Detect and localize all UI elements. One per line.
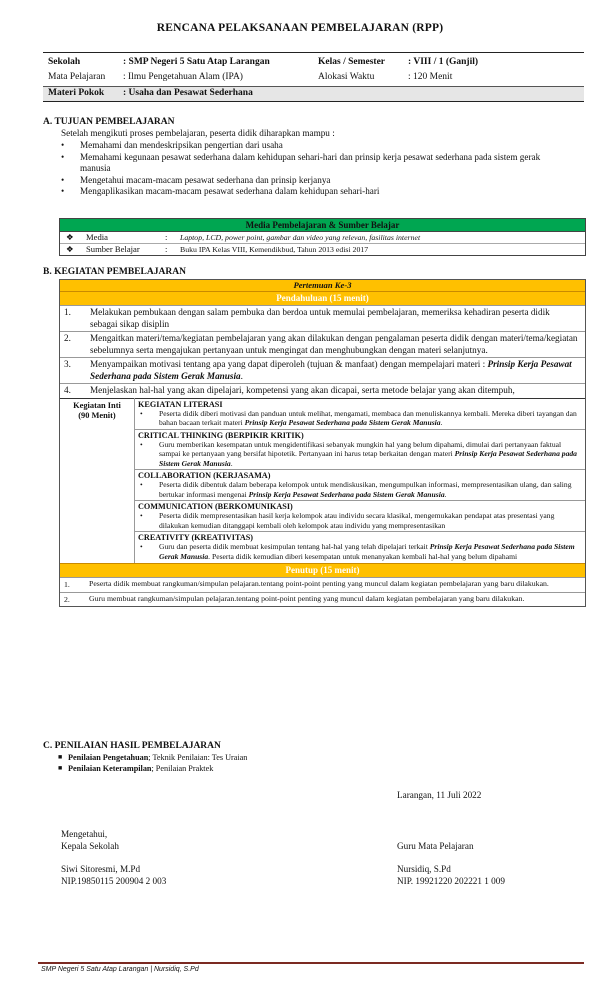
sekolah-label: Sekolah: [48, 57, 81, 67]
item-number: 1.: [64, 580, 70, 589]
creat-post: . Peserta didik kemudian diberi kesempatan untuk menanyakan kembali hal-hal yang belum dipahami: [208, 551, 518, 561]
footer-text: SMP Negeri 5 Satu Atap Larangan | Nursidiq, S.Pd: [41, 966, 199, 973]
sekolah-value: : SMP Negeri 5 Satu Atap Larangan: [123, 57, 270, 67]
guru-nip: NIP. 19921220 202221 1 009: [397, 876, 505, 886]
item-text: [89, 358, 585, 384]
penilaian-pengetahuan-detail: ; Teknik Penilaian: Tes Uraian: [148, 753, 248, 762]
penilaian-list: [58, 752, 248, 774]
creat-title: CREATIVITY (KREATIVITAS): [135, 531, 585, 542]
item-text: Melakukan pembukaan dengan salam pembuka dan berdoa untuk memulai pembelajaran, memeriksa kehadiran peserta didik sebagai sikap disiplin: [90, 307, 550, 329]
list-item: [135, 542, 579, 561]
item-text: Mengaitkan materi/tema/kegiatan pembelajaran yang akan dilakukan dengan pengalaman peserta didik dengan materi/tema/kegiatan sebelumnya serta mengajukan pertanyaan untuk mengingat dan menghubungkan dengan materi selanjutnya.: [90, 333, 578, 355]
sumber-sep: :: [165, 244, 168, 254]
list-item: [58, 763, 247, 774]
inti-label: Kegiatan Inti: [73, 400, 121, 410]
collab-post: .: [444, 489, 447, 499]
materi-value: : Usaha dan Pesawat Sederhana: [123, 88, 253, 98]
literasi-bold: Prinsip Kerja Pesawat Sederhana pada Sistem Gerak Manusia: [244, 418, 441, 427]
mapel-label: Mata Pelajaran: [48, 72, 106, 82]
collab-text: Peserta didik dibentuk dalam beberapa kelompok untuk mendiskusikan, mengumpulkan informasi, mempresentasikan ulang, dan saling bertukar informasi mengenai: [159, 480, 572, 499]
square-bullet-icon: ■: [58, 753, 63, 761]
pendahuluan-list: [60, 305, 585, 398]
list-item: [135, 409, 579, 428]
item-text: Menjelaskan hal-hal yang akan dipelajari, kompetensi yang akan dicapai, serta metode belajar yang akan ditempuh,: [90, 385, 515, 395]
alokasi-label: Alokasi Waktu: [318, 72, 375, 82]
item-number: 2.: [64, 594, 70, 604]
pendahuluan-heading: Pendahuluan (15 menit): [60, 291, 585, 305]
literasi-title: KEGIATAN LITERASI: [138, 399, 223, 409]
penilaian-pengetahuan: Penilaian Pengetahuan: [68, 753, 149, 762]
creat-list: [135, 542, 585, 563]
place-date: Larangan, 11 Juli 2022: [397, 790, 482, 800]
critical-text: Guru memberikan kesempatan untuk mengidentifikasi sebanyak mungkin hal yang belum dipahami, dimulai dari pertanyaan faktual sampai ke pertanyaan yang bersifat hipotetik. Pertanyaan ini harus tetap berkaitan dengan materi: [159, 439, 562, 458]
penutup-heading: Penutup (15 menit): [60, 563, 585, 577]
pertemuan-label: Pertemuan Ke-3: [293, 280, 352, 290]
mengetahui: Mengetahui,: [61, 829, 108, 839]
literasi-list: [135, 409, 585, 428]
diamond-bullet-icon: ❖: [66, 232, 74, 242]
page-title: RENCANA PELAKSANAAN PEMBELAJARAN (RPP): [156, 22, 444, 34]
header-top-rule: [43, 52, 584, 53]
item-text: Peserta didik membuat rangkuman/simpulan pelajaran.tentang point-point penting yang muncul dalam kegiatan pembelajaran yang baru dilakukan.: [89, 579, 549, 588]
media-heading: Media Pembelajaran & Sumber Belajar: [60, 219, 585, 232]
item-number: 2.: [64, 333, 71, 343]
item-text: Guru membuat rangkuman/simpulan pelajaran.tentang point-point penting yang muncul dalam kegiatan pembelajaran yang baru dilakukan.: [89, 593, 525, 603]
kelas-label: Kelas / Semester: [318, 57, 386, 67]
creat-bold: Prinsip Kerja Pesawat Sederhana pada Sistem Gerak Manusia: [159, 542, 575, 561]
item-text-post: .: [240, 370, 243, 381]
item-number: 3.: [64, 359, 71, 369]
footer-rule: [38, 962, 584, 964]
square-bullet-icon: ■: [58, 764, 63, 772]
list-item: • Peserta didik mempresentasikan hasil kerja kelompok atau individu secara klasikal, mengemukakan pendapat atas presentasi yang dilakukan kemudian ditanggapi kembali oleh kelompok atau individu yang mempresentasikan: [135, 511, 579, 530]
list-item: [60, 592, 585, 606]
list-item: • Memahami kegunaan pesawat sederhana dalam kehidupan sehari-hari dan prinsip kerja pesawat sederhana pada sistem gerak manusia: [56, 152, 566, 175]
tujuan-list: [56, 140, 566, 198]
section-a-intro: Setelah mengikuti proses pembelajaran, peserta didik diharapkan mampu :: [61, 128, 335, 138]
section-b-title: B. KEGIATAN PEMBELAJARAN: [43, 267, 186, 277]
list-item: [135, 440, 579, 469]
media-label: Media: [86, 232, 108, 242]
inti-label-cell: [60, 398, 135, 563]
list-item: • Memahami dan mendeskripsikan pengertian dari usaha: [56, 140, 566, 152]
item-text-pre: Menyampaikan motivasi tentang apa yang dapat diperoleh (tujuan & manfaat) dengan mempelajari materi :: [90, 359, 488, 369]
critical-post: .: [230, 458, 233, 468]
penilaian-keterampilan: Penilaian Keterampilan: [68, 764, 152, 773]
kegiatan-table: [59, 279, 586, 607]
list-item: [60, 332, 585, 358]
kepala-sekolah: Kepala Sekolah: [61, 841, 119, 851]
item-text-bold: Prinsip Kerja Pesawat Sederhana pada Sistem Gerak Manusia: [90, 359, 572, 381]
section-c-title: C. PENILAIAN HASIL PEMBELAJARAN: [43, 741, 221, 751]
critical-list: [135, 440, 585, 469]
list-item: [58, 752, 248, 763]
item-number: 4.: [64, 385, 71, 395]
list-item: [60, 578, 585, 593]
guru-name: Nursidiq, S.Pd: [397, 864, 451, 874]
section-a-title: A. TUJUAN PEMBELAJARAN: [43, 117, 175, 127]
critical-title: CRITICAL THINKING (BERPIKIR KRITIK): [135, 429, 585, 440]
kepala-name: Siwi Sitoresmi, M.Pd: [61, 864, 141, 874]
list-item: • Mengaplikasikan macam-macam pesawat sederhana dalam kehidupan sehari-hari: [56, 186, 566, 198]
list-item: [135, 480, 579, 499]
inti-table: [60, 398, 585, 564]
list-item: • Mengetahui macam-macam pesawat sederhana dan prinsip kerjanya: [56, 175, 566, 187]
kepala-nip: NIP.19850115 200904 2 003: [61, 876, 167, 886]
literasi-text: Peserta didik diberi motivasi dan panduan untuk melihat, mengamati, membaca dan menuliskannya kembali. Mereka diberi tayangan dan bahan bacaan terkait materi: [159, 408, 577, 427]
collab-list: [135, 480, 585, 499]
media-table: [59, 218, 586, 256]
penutup-list: [60, 577, 585, 606]
media-sep: :: [165, 232, 168, 242]
collab-bold: Prinsip Kerja Pesawat Sederhana pada Sistem Gerak Manusia: [248, 489, 445, 499]
kelas-value: : VIII / 1 (Ganjil): [408, 57, 479, 67]
comm-title: COMMUNICATION (BERKOMUNIKASI): [135, 500, 585, 511]
creat-text: Guru dan peserta didik membuat kesimpulan tentang hal-hal yang telah dipelajari terkait: [159, 542, 430, 551]
media-value: Laptop, LCD, power point, gambar dan video yang relevan, fasilitas internet: [180, 233, 421, 242]
critical-bold: Prinsip Kerja Pesawat Sederhana pada Sistem Gerak Manusia: [159, 449, 577, 468]
guru-mapel: Guru Mata Pelajaran: [397, 841, 474, 851]
diamond-bullet-icon: ❖: [66, 244, 74, 254]
item-number: 1.: [64, 307, 71, 317]
list-item: [60, 306, 585, 332]
penilaian-keterampilan-detail: ; Penilaian Praktek: [151, 764, 214, 773]
sumber-value: Buku IPA Kelas VIII, Kemendikbud, Tahun 2013 edisi 2017: [180, 245, 369, 254]
sumber-label: Sumber Belajar: [86, 244, 140, 254]
collab-title: COLLABORATION (KERJASAMA): [135, 469, 585, 480]
pertemuan-heading: [60, 280, 585, 291]
inti-time: (90 Menit): [78, 410, 116, 420]
list-item: [60, 358, 585, 384]
alokasi-value: : 120 Menit: [408, 72, 453, 82]
list-item: [60, 384, 585, 398]
materi-label: Materi Pokok: [48, 88, 105, 98]
literasi-post: .: [440, 418, 443, 427]
comm-list: [135, 511, 585, 530]
mapel-value: : Ilmu Pengetahuan Alam (IPA): [123, 72, 243, 82]
